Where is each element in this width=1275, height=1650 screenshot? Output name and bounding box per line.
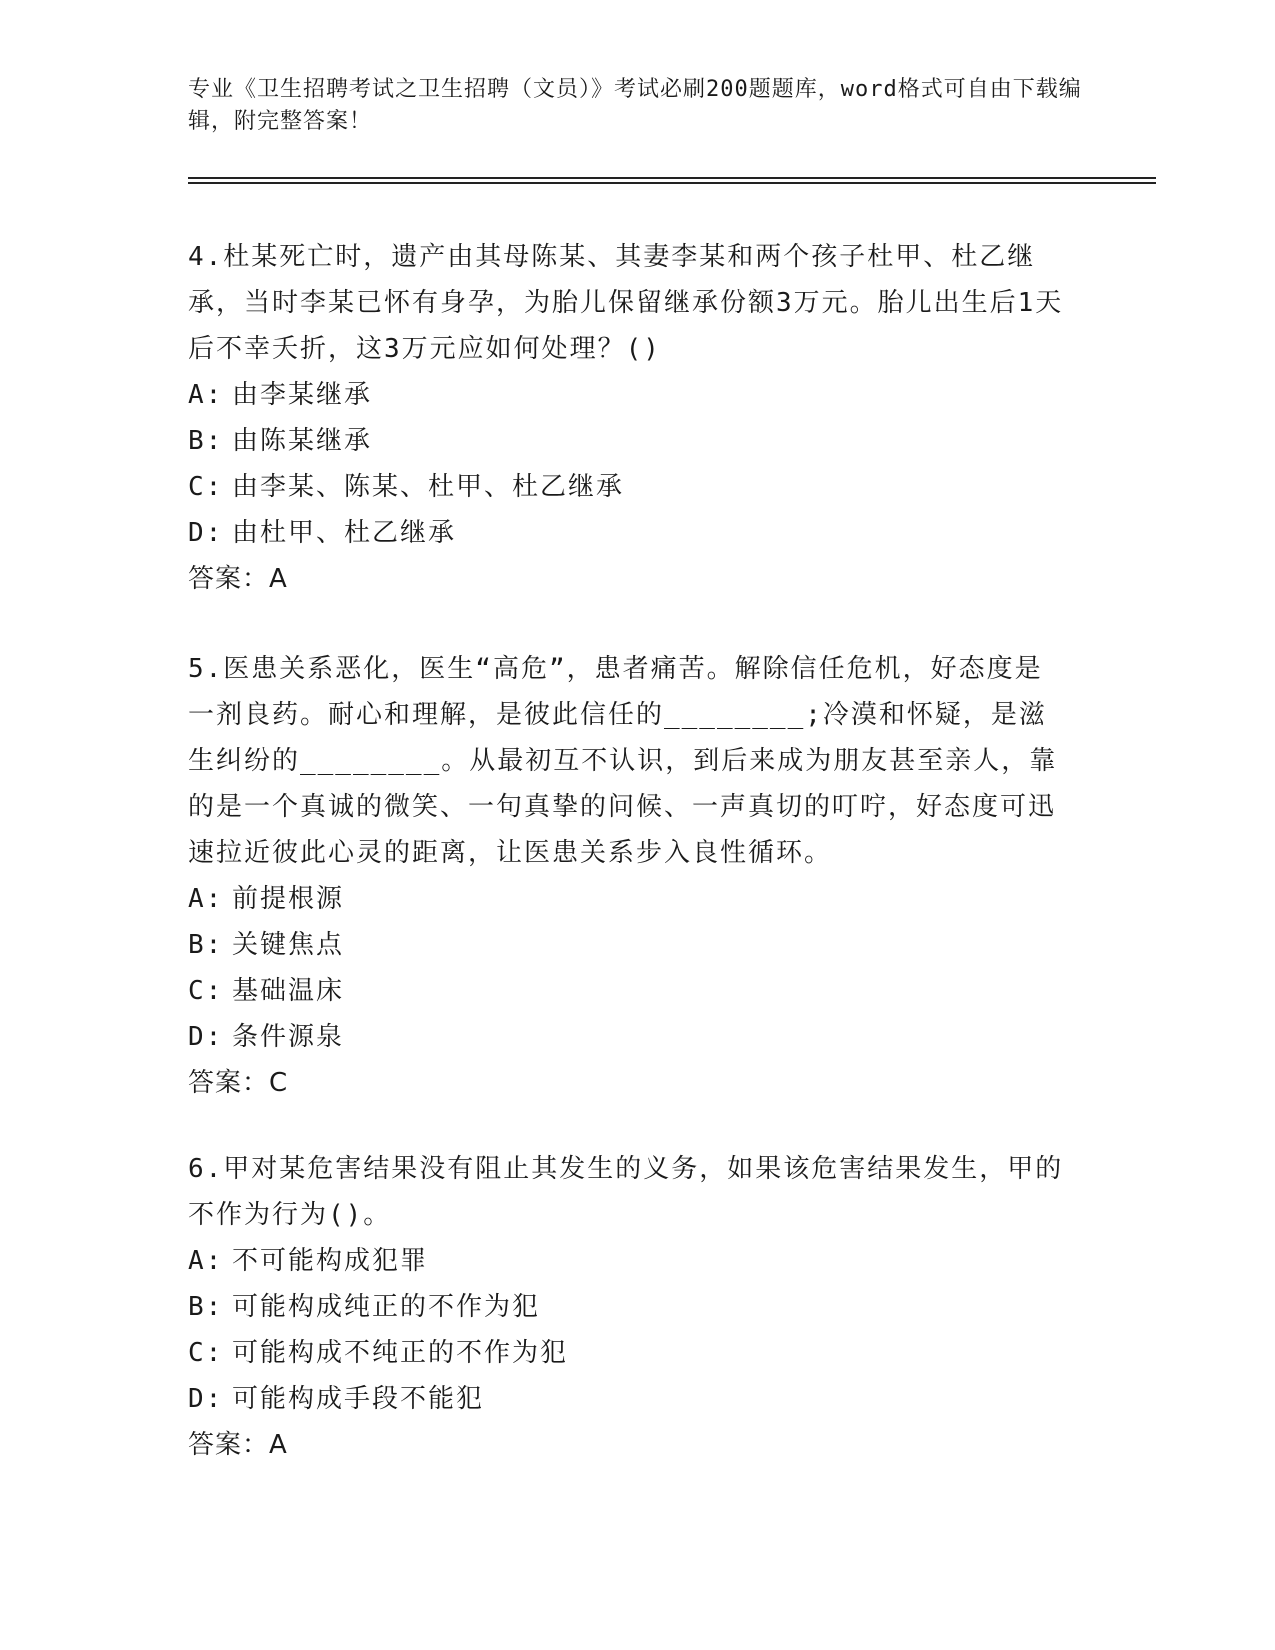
question-stem: 6.甲对某危害结果没有阻止其发生的义务，如果该危害结果发生，甲的不作为行为()。 [188, 1154, 1064, 1230]
option-text: 条件源泉 [232, 1022, 345, 1052]
option-key: C: [188, 976, 224, 1006]
option-a [188, 372, 1068, 418]
answer-line: 答案：C [188, 1068, 289, 1098]
header-divider-bottom [188, 182, 1156, 184]
option-text: 可能构成手段不能犯 [232, 1384, 485, 1414]
option-b [188, 418, 1068, 464]
option-d [188, 1376, 1068, 1422]
option-a [188, 876, 1068, 922]
question-4 [188, 234, 1068, 602]
option-text: 由杜甲、杜乙继承 [232, 518, 457, 548]
option-text: 不可能构成犯罪 [232, 1246, 429, 1276]
document-header: 专业《卫生招聘考试之卫生招聘（文员）》考试必刷200题题库，word格式可自由下载编辑，附完整答案！ [188, 77, 1082, 134]
question-stem: 4.杜某死亡时，遗产由其母陈某、其妻李某和两个孩子杜甲、杜乙继承，当时李某已怀有身孕，为胎儿保留继承份额3万元。胎儿出生后1天后不幸夭折，这3万元应如何处理？() [188, 242, 1064, 364]
option-key: A: [188, 380, 224, 410]
option-a [188, 1238, 1068, 1284]
question-5 [188, 646, 1068, 1106]
option-text: 由陈某继承 [232, 426, 373, 456]
header-divider-top [188, 177, 1156, 179]
option-c [188, 464, 1068, 510]
option-text: 由李某、陈某、杜甲、杜乙继承 [232, 472, 625, 502]
question-6 [188, 1146, 1068, 1468]
option-text: 可能构成不纯正的不作为犯 [232, 1338, 569, 1368]
option-key: B: [188, 930, 224, 960]
answer-line: 答案：A [188, 1430, 288, 1460]
option-c [188, 968, 1068, 1014]
answer-line: 答案：A [188, 564, 288, 594]
option-key: B: [188, 1292, 224, 1322]
option-b [188, 922, 1068, 968]
option-key: D: [188, 518, 224, 548]
option-text: 基础温床 [232, 976, 345, 1006]
option-text: 可能构成纯正的不作为犯 [232, 1292, 541, 1322]
option-key: A: [188, 1246, 224, 1276]
option-key: C: [188, 1338, 224, 1368]
option-d [188, 1014, 1068, 1060]
option-key: D: [188, 1022, 224, 1052]
option-b [188, 1284, 1068, 1330]
option-key: A: [188, 884, 224, 914]
option-key: B: [188, 426, 224, 456]
option-key: D: [188, 1384, 224, 1414]
option-c [188, 1330, 1068, 1376]
option-text: 前提根源 [232, 884, 345, 914]
option-text: 关键焦点 [232, 930, 345, 960]
option-key: C: [188, 472, 224, 502]
option-text: 由李某继承 [232, 380, 373, 410]
option-d [188, 510, 1068, 556]
question-stem: 5.医患关系恶化，医生“高危”，患者痛苦。解除信任危机，好态度是一剂良药。耐心和理解，是彼此信任的________;冷漠和怀疑，是滋生纠纷的________。从最初互不认识，到后来成为朋友甚至亲人，靠的是一个真诚的微笑、一句真挚的问候、一声真切的叮咛，好态度可迅速拉近彼此心灵的距离，让医患关系步入良性循环。 [188, 654, 1058, 868]
